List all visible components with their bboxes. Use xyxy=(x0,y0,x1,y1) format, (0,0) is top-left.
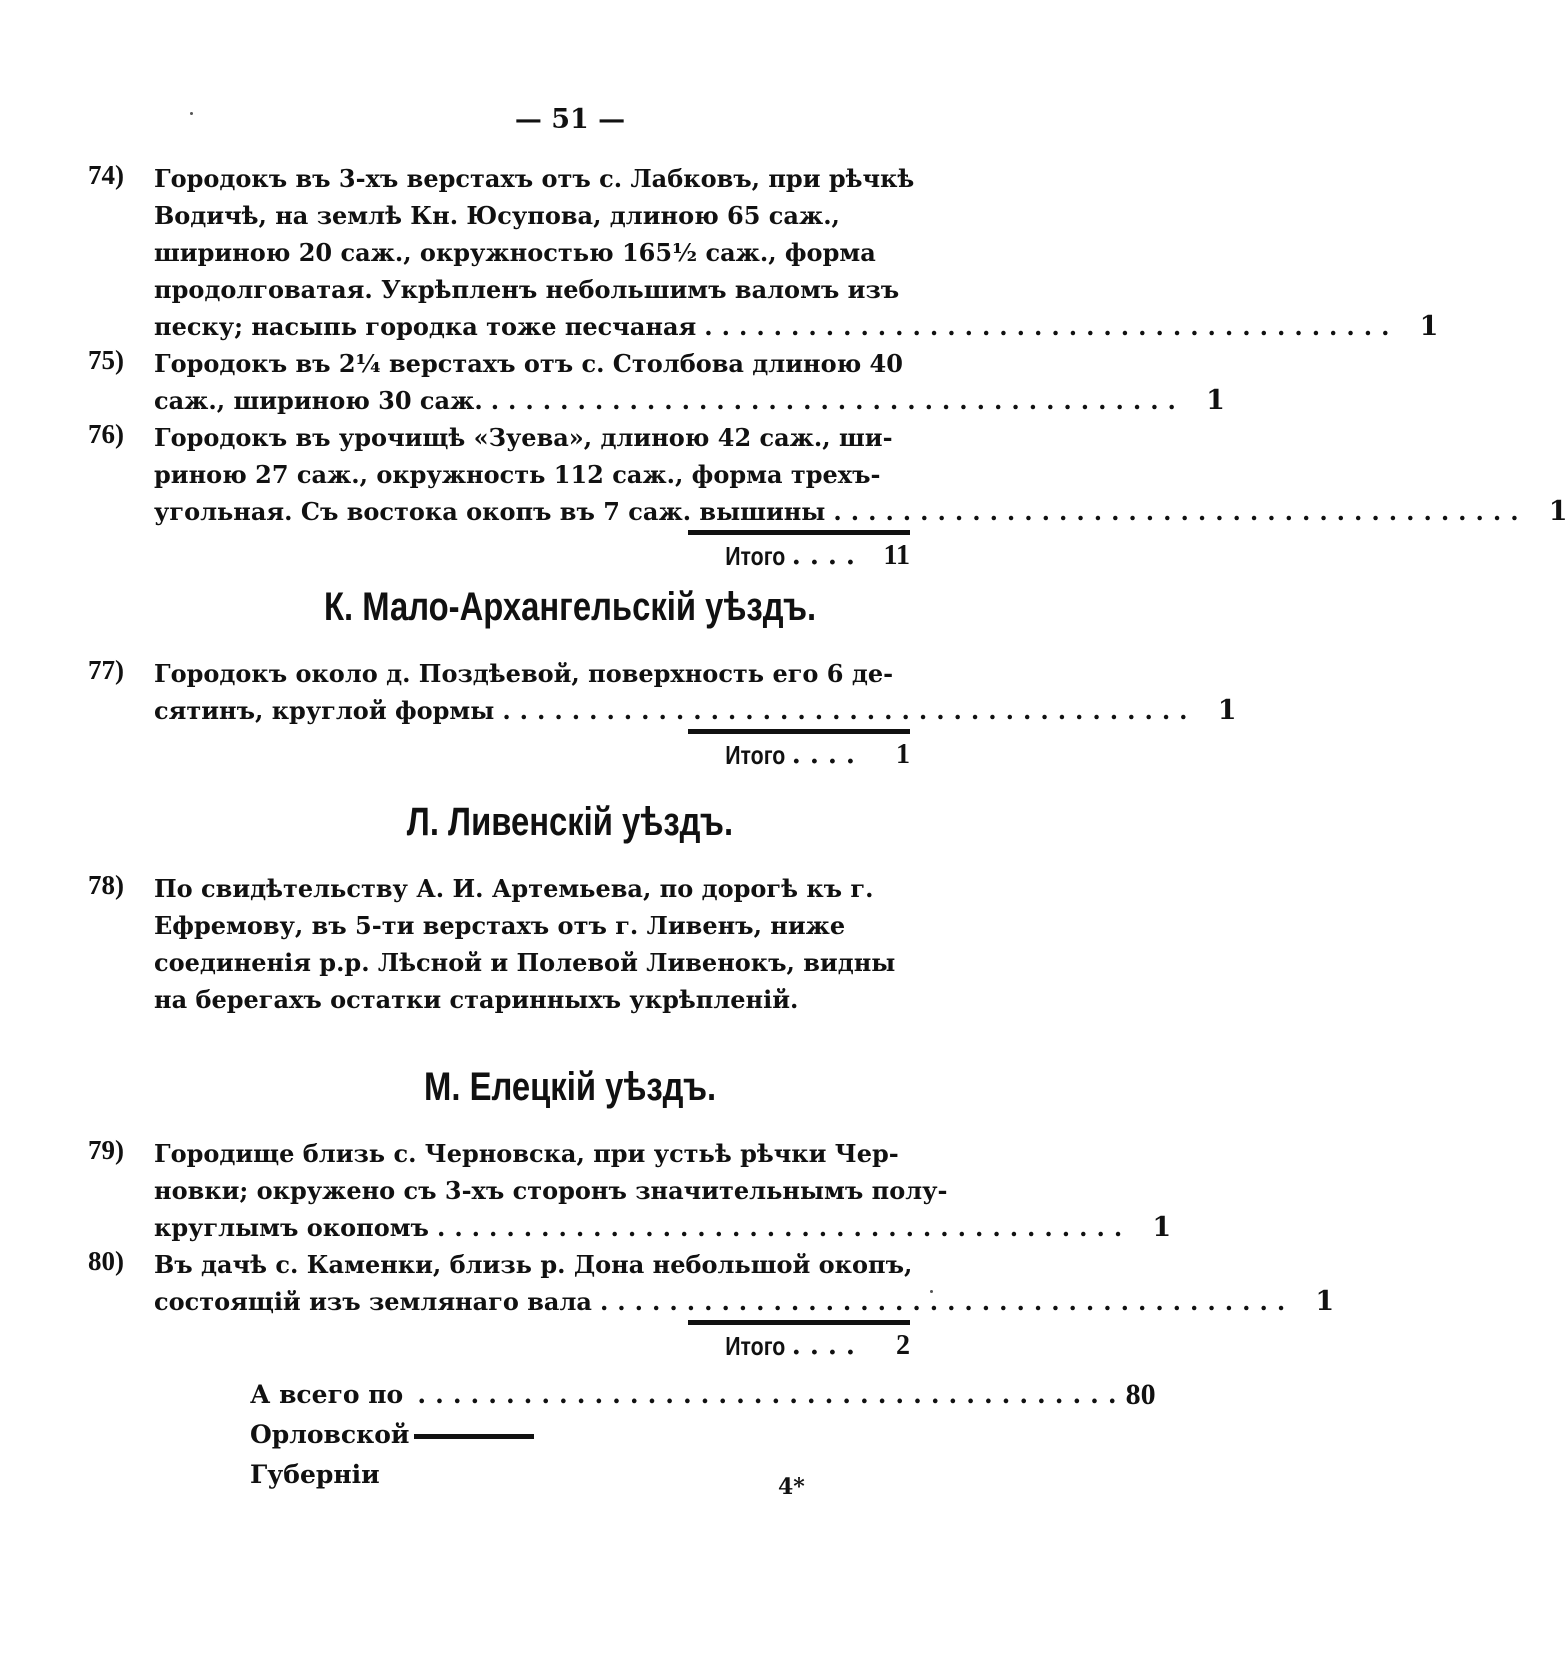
total-label: Итого xyxy=(725,541,786,571)
entry-line: соединенія р.р. Лѣсной и Полевой Ливенокъ, видны xyxy=(154,948,896,977)
leader-dots: ........................................ xyxy=(833,497,1528,526)
entry-number: 76) xyxy=(88,419,124,449)
entry-count: 1 xyxy=(1315,1286,1335,1317)
entry-line: Въ дачѣ с. Каменки, близь р. Дона небольшой окопъ, xyxy=(154,1250,913,1279)
leader-dots: ........................................ xyxy=(490,386,1185,415)
entry-count: 1 xyxy=(1419,311,1439,342)
entry-line: риною 27 саж., окружность 112 саж., форма трехъ- xyxy=(154,460,881,489)
entry-number: 80) xyxy=(88,1246,124,1276)
heading-text: М. Елецкій уѣздъ. xyxy=(423,1065,717,1109)
entry-number: 77) xyxy=(88,655,124,685)
leader-dots: ........................................ xyxy=(599,1287,1295,1316)
entry-line: песку; насыпь городка тоже песчаная xyxy=(154,312,697,341)
entry-line: Городокъ въ урочищѣ «Зуева», длиною 42 саж., ши- xyxy=(154,423,893,452)
entry-79 xyxy=(88,1135,1172,1246)
leader-dots: .... xyxy=(791,1331,864,1361)
section-l xyxy=(88,870,910,1018)
entry-80 xyxy=(88,1246,1335,1320)
leader-dots: .... xyxy=(791,541,864,571)
signature-mark: 4* xyxy=(778,1474,805,1500)
section-total xyxy=(88,734,910,776)
section-total xyxy=(88,535,910,577)
entry-count: 1 xyxy=(1548,496,1568,527)
entry-count: 1 xyxy=(1206,385,1225,416)
entry-line: Водичѣ, на землѣ Кн. Юсупова, длиною 65 саж., xyxy=(154,201,840,230)
entry-last-line xyxy=(154,308,1439,345)
page-number: — 51 — xyxy=(514,104,626,135)
entry-last-line xyxy=(154,382,1225,419)
entry-line: угольная. Съ востока окопъ въ 7 саж. вышины xyxy=(154,497,826,526)
entry-last-line xyxy=(154,1283,1335,1320)
total-label: Итого xyxy=(725,740,786,770)
entry-number: 74) xyxy=(88,160,124,190)
grand-total xyxy=(250,1375,1156,1489)
section-k xyxy=(88,655,1237,776)
heading-text: Л. Ливенскій уѣздъ. xyxy=(406,800,734,844)
leader-dots: ........................................ xyxy=(502,696,1197,725)
entry-line: Городокъ около д. Поздѣевой, поверхность его 6 де- xyxy=(154,659,894,688)
section-k-heading xyxy=(0,585,1140,630)
section-total xyxy=(88,1325,910,1367)
entry-number: 78) xyxy=(88,870,124,900)
entry-line: Городокъ въ 2¼ верстахъ отъ с. Столбова длиною 40 xyxy=(154,349,903,378)
section-m-heading xyxy=(0,1065,1140,1110)
grand-total-label: А всего по Орловской Губерніи xyxy=(250,1380,410,1489)
entry-line: Городище близь с. Черновска, при устьѣ рѣчки Чер- xyxy=(154,1139,899,1168)
entry-count: 1 xyxy=(1217,695,1237,726)
grand-total-value: 80 xyxy=(1125,1378,1156,1411)
section-l-heading xyxy=(0,800,1140,845)
end-rule xyxy=(414,1434,534,1439)
leader-dots: ........................................ xyxy=(436,1213,1132,1242)
section-j xyxy=(88,160,1568,577)
entry-line: состоящій изъ землянаго вала xyxy=(154,1287,592,1316)
leader-dots: ........................................ xyxy=(704,312,1399,341)
entry-line: саж., шириною 30 саж. xyxy=(154,386,483,415)
entry-77 xyxy=(88,655,1237,729)
entry-count: 1 xyxy=(1152,1212,1172,1243)
heading-text: К. Мало-Архангельскій уѣздъ. xyxy=(323,585,817,629)
entry-75 xyxy=(88,345,1225,419)
entry-line: шириною 20 саж., окружностью 165½ саж., форма xyxy=(154,238,876,267)
total-value: 11 xyxy=(883,540,910,571)
entry-number: 79) xyxy=(88,1135,124,1165)
entry-line: Городокъ въ 3-хъ верстахъ отъ с. Лабковъ, при рѣчкѣ xyxy=(154,164,915,193)
entry-last-line xyxy=(154,1209,1172,1246)
entry-number: 75) xyxy=(88,345,124,375)
entry-line: сятинъ, круглой формы xyxy=(154,696,495,725)
section-m xyxy=(88,1135,1335,1367)
entry-line: новки; окружено съ 3-хъ сторонъ значительнымъ полу- xyxy=(154,1176,948,1205)
entry-last-line xyxy=(154,493,1568,530)
leader-dots: .... xyxy=(791,740,864,770)
entry-76 xyxy=(88,419,1568,530)
leader-dots: ........................................ xyxy=(417,1380,1126,1409)
entry-last-line xyxy=(154,692,1237,729)
entry-line: круглымъ окопомъ xyxy=(154,1213,429,1242)
entry-74 xyxy=(88,160,1439,345)
total-value: 2 xyxy=(896,1330,910,1361)
total-label: Итого xyxy=(725,1331,786,1361)
total-value: 1 xyxy=(896,739,910,770)
entry-line: продолговатая. Укрѣпленъ небольшимъ валомъ изъ xyxy=(154,275,900,304)
entry-78 xyxy=(88,870,910,1018)
entry-line: на берегахъ остатки старинныхъ укрѣпленій. xyxy=(154,985,799,1014)
entry-line: Ефремову, въ 5-ти верстахъ отъ г. Ливенъ, ниже xyxy=(154,911,846,940)
entry-line: По свидѣтельству А. И. Артемьева, по дорогѣ къ г. xyxy=(154,874,874,903)
